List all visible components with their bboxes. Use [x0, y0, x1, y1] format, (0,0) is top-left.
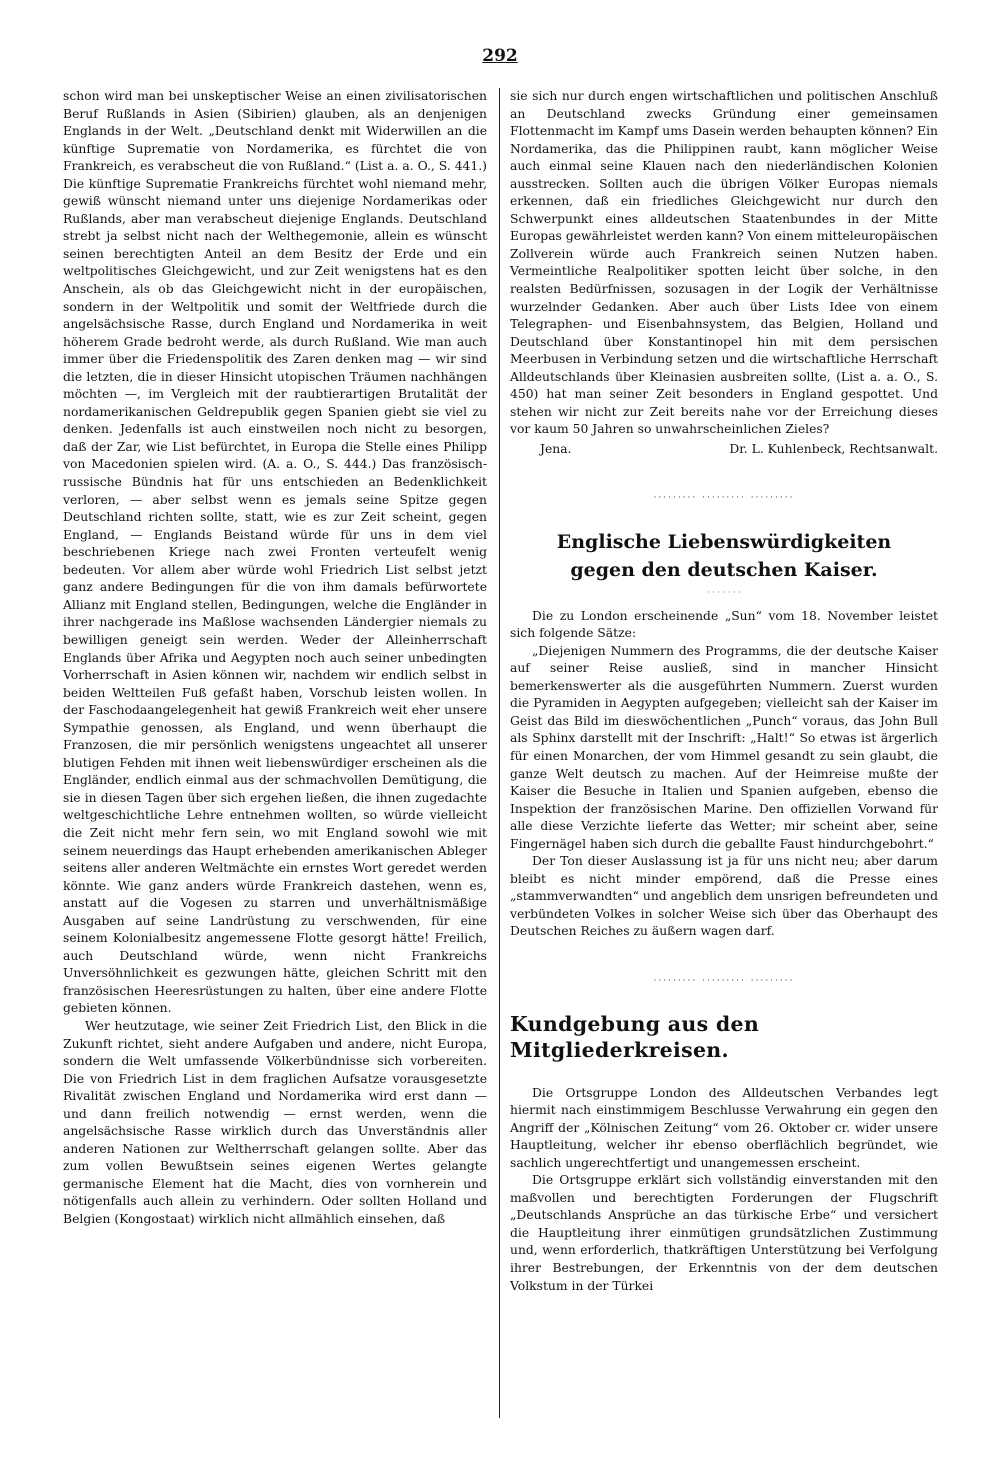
right-paragraph-5: Die Ortsgruppe London des Alldeutschen Verbandes legt hiermit nach einstimmigem Beschlusse Verwahrung ein gegen den Angriff der „Kölnischen Zeitung“ vom 26. Oktober cr. wider unsere Hauptleitung, welcher ihr ebenso oberflächlich begründet, wie sachlich ungerechtfertigt und unangemessen erscheint.: [510, 1085, 938, 1170]
right-column: [510, 88, 938, 1295]
separator-1: ········· ········· ·········: [653, 493, 795, 504]
separator-2: ········· ········· ·········: [653, 975, 795, 986]
left-column: [63, 88, 487, 1229]
right-paragraph-1: sie sich nur durch engen wirtschaftlichen und politischen Anschluß an Deutschland zwecks Gründung einer gemeinsamen Flottenmacht im Kampf ums Dasein werden behaupten können? Ein Nordamerika, das die Philippinen raubt, kann möglicher Weise auch einmal seine Klauen nach den niederländischen Kolonien ausstrecken. Sollten auch die übrigen Völker Europas niemals erkennen, daß ein friedliches Gleichgewicht nur durch den Schwerpunkt eines alldeutschen Staatenbundes in der Mitte Europas gewährleistet werden kann? Von einem mitteleuropäischen Zollverein würde auch Frankreich seinen Nutzen haben. Vermeintliche Realpolitiker spotten leicht über solche, in den realsten Bedürfnissen, sozusagen in der Logik der Verhältnisse wurzelnder Gedanken. Aber auch über Lists Idee von einem Telegraphen- und Eisenbahnsystem, das Belgien, Holland und Deutschland über Konstantinopel hin mit dem persischen Meerbusen in Verbindung setzen und die wirtschaftliche Herrschaft Alldeutschlands über Kleinasien ausbreiten sollte, (List a. a. O., S. 450) hat man seiner Zeit besonders in England gespottet. Und stehen wir nicht zur Zeit bereits nahe vor der Erreichung dieses vor kaum 50 Jahren so unwahrscheinlichen Zieles?: [510, 89, 938, 437]
signature: [510, 441, 938, 459]
signature-name: Dr. L. Kuhlenbeck, Rechtsanwalt.: [729, 441, 938, 456]
left-paragraph-2: Wer heutzutage, wie seiner Zeit Friedrich List, den Blick in die Zukunft richtet, sieht andere Aufgaben und andere, nicht Europa, sondern die Welt umfassende Völkerbündnisse sich vorbereiten. Die von Friedrich List in dem fraglichen Aufsatze vorausgesetzte Rivalität zwischen England und Nordamerika wird erst dann — und dann freilich notwendig — ernst werden, wenn die angelsächsische Rasse wirklich durch das Unverständnis aller anderen Nationen zur Weltherrschaft gelangen sollte. Aber das zum vollen Bewußtsein seines eigenen Wertes gelangte germanische Element hat die Macht, dies von vornherein und nötigenfalls auch allein zu verhindern. Oder sollten Holland und Belgien (Kongostaat) wirklich nicht allmählich einsehen, daß: [63, 1018, 487, 1226]
heading-1-line-2: gegen den deutschen Kaiser.: [570, 559, 878, 582]
separator-small: · · · · · · ·: [707, 588, 741, 598]
signature-place: Jena.: [540, 441, 572, 456]
right-paragraph-3: „Diejenigen Nummern des Programms, die der deutsche Kaiser auf seiner Reise ausließ, sind in mancher Hinsicht bemerkenswerter als die ausgeführten Nummern. Zuerst wurden die Pyramiden in Aegypten aufgegeben; vielleicht sah der Kaiser im Geist das Bild im dieswöchentlichen „Punch“ voraus, das John Bull als Sphinx darstellt mit der Inschrift: „Halt!“ So etwas ist ärgerlich für einen Monarchen, der vom Himmel gesandt zu sein glaubt, die ganze Welt deutsch zu machen. Auf der Heimreise mußte der Kaiser die Besuche in Italien und Spanien aufgeben, ebenso die Inspektion der französischen Marine. Den offiziellen Vorwand für alle diese Verzichte lieferte das Wetter; mir scheint aber, seine Fingernägel haben sich durch die geballte Faust hindurchgebohrt.“: [510, 643, 938, 851]
page-number-text: 292: [482, 46, 518, 66]
left-paragraph-1: schon wird man bei unskeptischer Weise an einen zivilisatorischen Beruf Rußlands in Asien (Sibirien) glauben, als an denjenigen Englands in der Welt. „Deutschland denkt mit Widerwillen an die künftige Suprematie von Nordamerika, es fürchtet die von Frankreich, es verabscheut die von Rußland.“ (List a. a. O., S. 441.) Die künftige Suprematie Frankreichs fürchtet wohl niemand mehr, gewiß wünscht niemand unter uns diejenige Nordamerikas oder Rußlands, aber man verabscheut diejenige Englands. Deutschland strebt ja selbst nicht nach der Welthegemonie, allein es wünscht seinen berechtigten Anteil an dem Besitz der Erde und ein weltpolitisches Gleichgewicht, und zur Zeit wenigstens hat es den Anschein, als ob das Gleichgewicht nicht in der europäischen, sondern in der Weltpolitik und somit der Weltfriede durch die angelsächsische Rasse, durch England und Nordamerika in weit höherem Grade bedroht werde, als durch Rußland. Wie man auch immer über die Friedenspolitik des Zaren denken mag — wir sind die letzten, die in dieser Hinsicht utopischen Träumen nachhängen möchten —, im Vergleich mit der raubtierartigen Brutalität der nordamerikanischen Geldrepublik gegen Spanien giebt sie viel zu denken. Jedenfalls ist auch einstweilen noch nicht zu besorgen, daß der Zar, wie List befürchtet, in Europa die Stelle eines Philipp von Macedonien spielen wird. (A. a. O., S. 444.) Das französisch-russische Bündnis hat für uns entschieden an Bedenklichkeit verloren, — aber selbst wenn es jemals seine Spitze gegen Deutschland richten sollte, statt, wie es zur Zeit scheint, gegen England, — Englands Beistand würde für uns in dem viel beschriebenen Kriege nach zwei Fronten verteufelt wenig bedeuten. Vor allem aber würde wohl Friedrich List selbst jetzt ganz andere Bedingungen für die von ihm damals befürwortete Allianz mit England stellen, Bedingungen, welche die Engländer in ihrer nachgerade ins Maßlose wachsenden Ländergier niemals zu bewilligen geneigt sein werden. Weder der Alleinherrschaft Englands über Afrika und Aegypten noch auch seiner unbedingten Vorherrschaft in Asien können wir, nachdem wir endlich selbst in beiden Weltteilen Fuß gefaßt haben, Vorschub leisten wollen. In der Faschodaangelegenheit hat gewiß Frankreich weit eher unsere Sympathie genossen, als England, und wenn überhaupt die Franzosen, die mir persönlich wenigstens ungeachtet all unserer blutigen Fehden mit ihnen weit liebenswürdiger erscheinen als die Engländer, endlich einmal aus der schmachvollen Demütigung, die sie in diesen Tagen über sich ergehen ließen, die ihnen zugedachte weltgeschichtliche Lehre entnehmen wollten, so würde vielleicht die Zeit nicht mehr fern sein, wo mit England sowohl wie mit seinem neuerdings das Haupt erhebenden amerikanischen Ableger seitens aller anderen Weltmächte ein ernstes Wort geredet werden könnte. Wie ganz anders würde Frankreich dastehen, wenn es, anstatt auf die Vogesen zu starren und unverhältnismäßige Ausgaben auf seine Landrüstung zu verschwenden, für eine seinem Kolonialbesitz angemessene Flotte gesorgt hätte! Freilich, auch Deutschland würde, wenn nicht Frankreichs Unversöhnlichkeit es gezwungen hätte, gleichen Schritt mit den französischen Heeresrüstungen zu halten, über eine andere Flotte gebieten können.: [63, 89, 487, 1016]
heading-1-line-1: Englische Liebenswürdigkeiten: [556, 531, 892, 554]
right-paragraph-2: Die zu London erscheinende „Sun“ vom 18. November leistet sich folgende Sätze:: [510, 608, 938, 641]
right-paragraph-4: Der Ton dieser Auslassung ist ja für uns nicht neu; aber darum bleibt es nicht minder empörend, daß die Presse eines „stammverwandten“ und angeblich dem unsrigen befreundeten und verbündeten Volkes in solcher Weise sich über das Oberhaupt des Deutschen Reiches zu äußern wagen darf.: [510, 854, 938, 939]
column-divider: [499, 88, 500, 1418]
page-number: [0, 46, 1000, 66]
heading-2: Kundgebung aus den Mitgliederkreisen.: [510, 1011, 760, 1062]
right-paragraph-6: Die Ortsgruppe erklärt sich vollständig einverstanden mit den maßvollen und berechtigten Forderungen der Flugschrift „Deutschlands Ansprüche an das türkische Erbe“ und versichert die Hauptleitung ihrer einmütigen grundsätzlichen Zustimmung und, wenn erforderlich, thatkräftigen Unterstützung bei Verfolgung ihrer Bestrebungen, der Erkenntnis von der dem deutschen Volkstum in der Türkei: [510, 1173, 938, 1293]
